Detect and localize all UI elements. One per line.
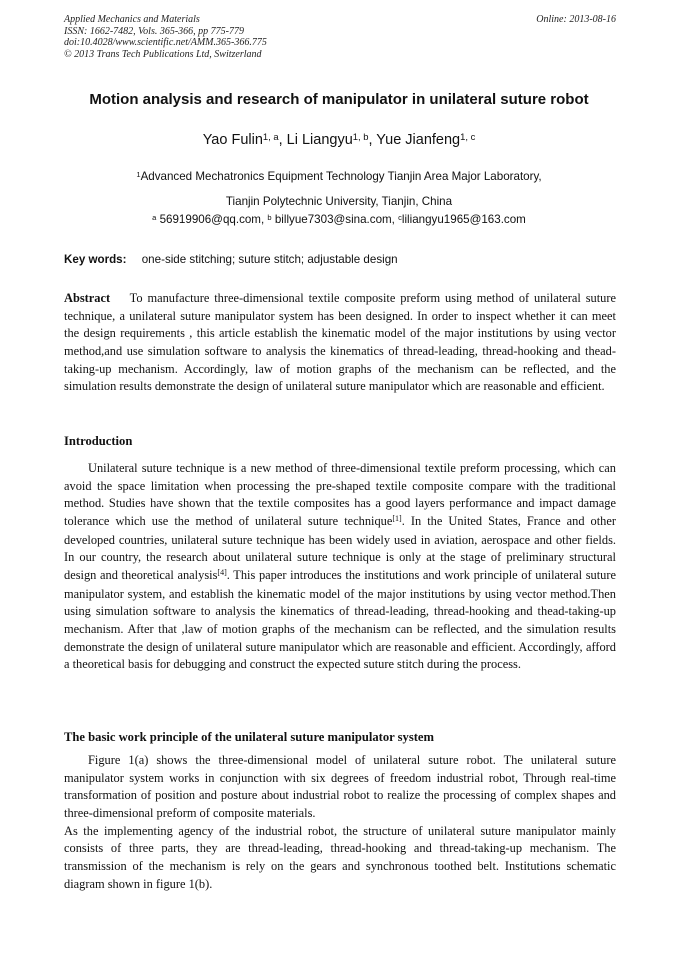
- affiliation-text: Advanced Mechatronics Equipment Technology Tianjin Area Major Laboratory,: [140, 170, 542, 183]
- introduction-paragraph: [64, 460, 616, 674]
- email-c[interactable]: liliangyu1965@163.com: [401, 213, 526, 226]
- copyright-line: © 2013 Trans Tech Publications Ltd, Switzerland: [64, 48, 262, 60]
- email-line: [0, 213, 678, 227]
- author-sup: 1, b: [352, 130, 369, 142]
- abstract: [64, 290, 616, 396]
- author-name: Yue Jianfeng: [376, 132, 461, 148]
- abstract-label: Abstract: [64, 291, 111, 305]
- email-sup: c: [398, 212, 402, 222]
- section-heading-work-principle: The basic work principle of the unilateral suture manipulator system: [64, 730, 435, 744]
- email-sup: b: [267, 212, 272, 222]
- work-principle-paragraph-1: Figure 1(a) shows the three-dimensional model of unilateral suture robot. The unilateral suture manipulator system works in conjunction with six degrees of freedom industrial robot, Through real-time transformation of position and posture about industrial robot to realize the processing of complex shapes and three-dimensional preform of composite materials.: [64, 753, 616, 820]
- abstract-text: To manufacture three-dimensional textile composite preform using method of unilateral suture technique, a unilateral suture manipulator system has been designed. In order to inspect whether it can meet the design requirements , this article establish the kinematic model of the major institutions by using vector method,and use simulation software to analysis the kinematics of thread-leading, thread-hooking and thead-taking-up mechanism. Accordingly, law of motion graphs of the mechanism can be reflected, and the simulation results demonstrate the design of unilateral suture manipulator which are reasonable and efficient.: [64, 291, 616, 394]
- keywords-text: one-side stitching; suture stitch; adjustable design: [141, 253, 398, 266]
- author-name: Yao Fulin: [202, 132, 263, 148]
- online-date: Online: 2013-08-16: [536, 14, 616, 25]
- email-sup: a: [152, 212, 157, 222]
- work-principle-body: [64, 752, 616, 893]
- email-b[interactable]: billyue7303@sina.com,: [274, 213, 395, 226]
- keywords: [64, 253, 616, 267]
- affiliation-line-2: Tianjin Polytechnic University, Tianjin, China: [225, 195, 453, 208]
- work-principle-paragraph-2: As the implementing agency of the industrial robot, the structure of unilateral suture manipulator mainly consists of three parts, they are thread-leading, thread-hooking and thread-taking-up mechanism. The transmission of the mechanism is rely on the gears and synchronous toothed belt. Institutions schematic diagram shown in figure 1(b).: [64, 823, 616, 891]
- keywords-label: Key words:: [64, 253, 127, 266]
- author-sup: 1, c: [460, 130, 476, 142]
- citation-1[interactable]: [1]: [392, 513, 402, 523]
- issn-line: ISSN: 1662-7482, Vols. 365-366, pp 775-779: [64, 25, 244, 37]
- abstract-paragraph: [64, 290, 616, 396]
- intro-text-3: . This paper introduces the institutions and work principle of unilateral suture manipulator system, and establish the kinematic model of the major institutions by using vector method.Then using simulation software to analysis the kinematics of thread-leading, thread-hooking and thead-taking-up mechanism. After that ,law of motion graphs of the mechanism can be reflected, and the simulation results demonstrate the design of unilateral suture manipulator which are reasonable and efficient. Accordingly, afford a theoretical basis for debugging and construct the expected suture stitch during the process.: [64, 567, 616, 672]
- introduction-body: [64, 460, 616, 674]
- journal-name: Applied Mechanics and Materials: [64, 14, 200, 25]
- affiliation-sup: 1: [136, 169, 141, 179]
- affiliation-line-1: [0, 170, 678, 184]
- doi-line[interactable]: doi:10.4028/www.scientific.net/AMM.365-366.775: [64, 37, 267, 48]
- author-sup: 1, a: [262, 130, 279, 142]
- citation-4[interactable]: [4]: [217, 567, 227, 577]
- email-a[interactable]: 56919906@qq.com,: [159, 213, 265, 226]
- paper-title: Motion analysis and research of manipulator in unilateral suture robot: [89, 91, 589, 108]
- intro-text-1: Unilateral suture technique is a new method of three-dimensional textile preform processing, which can avoid the space limitation when processing the pre-shaped textile composite compare with the traditional method. Studies have shown that the textile composites has a good layers performance and impact damage tolerance which use the method of unilateral suture technique: [64, 461, 616, 528]
- author-list: Yao Fulin$^{1, a}$, Li Liangyu$^{1, b}$, Yue Jianfeng$^{1, c}$: [202, 130, 476, 148]
- author-name: Li Liangyu: [286, 132, 353, 148]
- intro-text-2: . In the United States, France and other developed countries, unilateral suture technique has been widely used in aviation, aerospace and other fields. In our country, the research about unilateral suture technique is only at the stage of preliminary structural design and theoretical analysis: [64, 513, 617, 582]
- section-heading-introduction: Introduction: [64, 434, 133, 448]
- journal-header: [64, 14, 616, 60]
